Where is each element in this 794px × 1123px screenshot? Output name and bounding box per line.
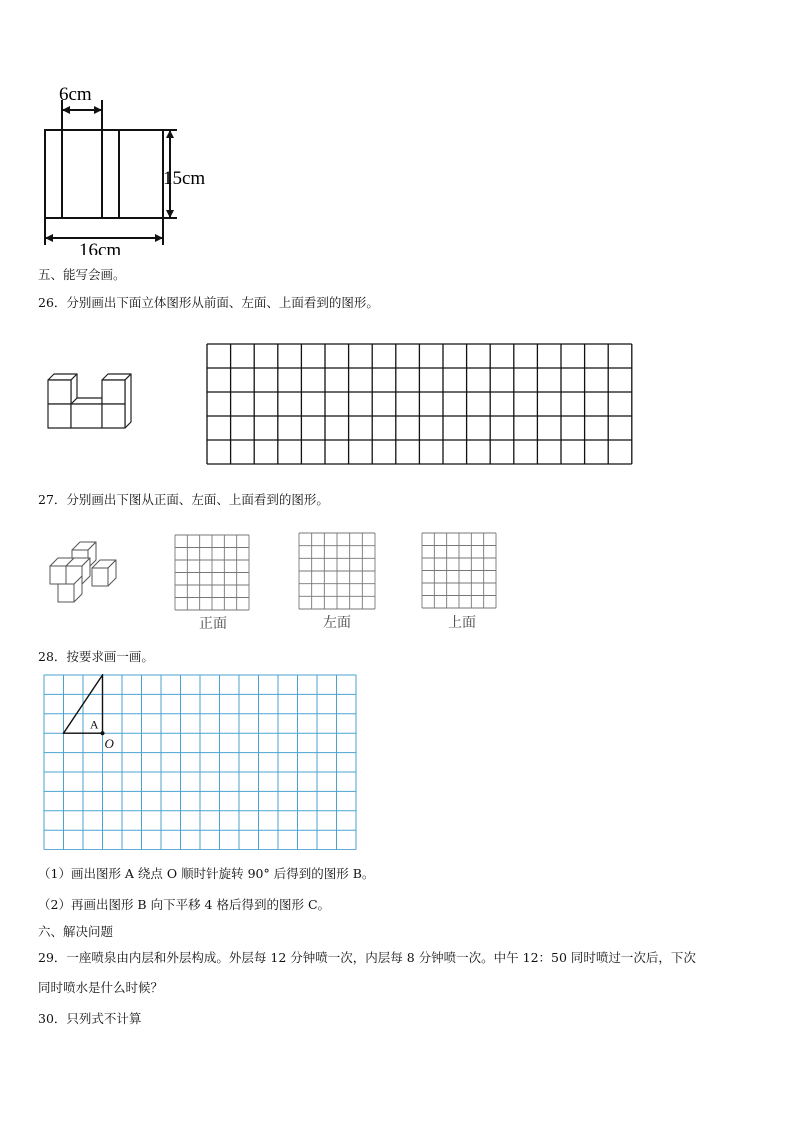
q28-sub2: （2）再画出图形 B 向下平移 4 格后得到的图形 C。 [38, 897, 331, 912]
q28-text: 28．按要求画一画。 [38, 649, 154, 664]
q27-label-front: 正面 [199, 616, 227, 632]
q29-line1: 29．一座喷泉由内层和外层构成。外层每 12 分钟喷一次，内层每 8 分钟喷一次。中午 12：50 同时喷过一次后，下次 [38, 950, 696, 965]
q26-text: 26．分别画出下面立体图形从前面、左面、上面看到的图形。 [38, 295, 379, 310]
q27-left-view-grid[interactable] [298, 532, 376, 610]
right-dimension-label: 15cm [163, 168, 206, 189]
section5-heading: 五、能写会画。 [38, 267, 126, 282]
label-a: A [89, 717, 99, 732]
q27-text: 27．分别画出下图从正面、左面、上面看到的图形。 [38, 492, 329, 507]
q27-front-view-grid[interactable] [174, 534, 250, 611]
q27-cube-figure [44, 540, 124, 606]
cylinder-net-figure [35, 80, 235, 255]
q26-cube-figure [44, 364, 136, 434]
label-o: O [104, 735, 114, 751]
q28-sub1: （1）画出图形 A 绕点 O 顺时针旋转 90° 后得到的图形 B。 [38, 866, 375, 881]
q29-line2: 同时喷水是什么时候？ [38, 980, 164, 995]
section6-heading: 六、解决问题 [38, 924, 114, 939]
q26-answer-grid[interactable] [206, 343, 634, 465]
q28-grid[interactable] [43, 674, 359, 850]
q30-text: 30．只列式不计算 [38, 1011, 142, 1026]
q27-top-view-grid[interactable] [421, 532, 497, 609]
point-o [101, 731, 105, 735]
top-dimension-label: 6cm [59, 84, 92, 105]
q27-label-left: 左面 [323, 615, 351, 631]
q27-label-top: 上面 [448, 615, 476, 631]
bottom-dimension-label: 16cm [79, 240, 122, 255]
